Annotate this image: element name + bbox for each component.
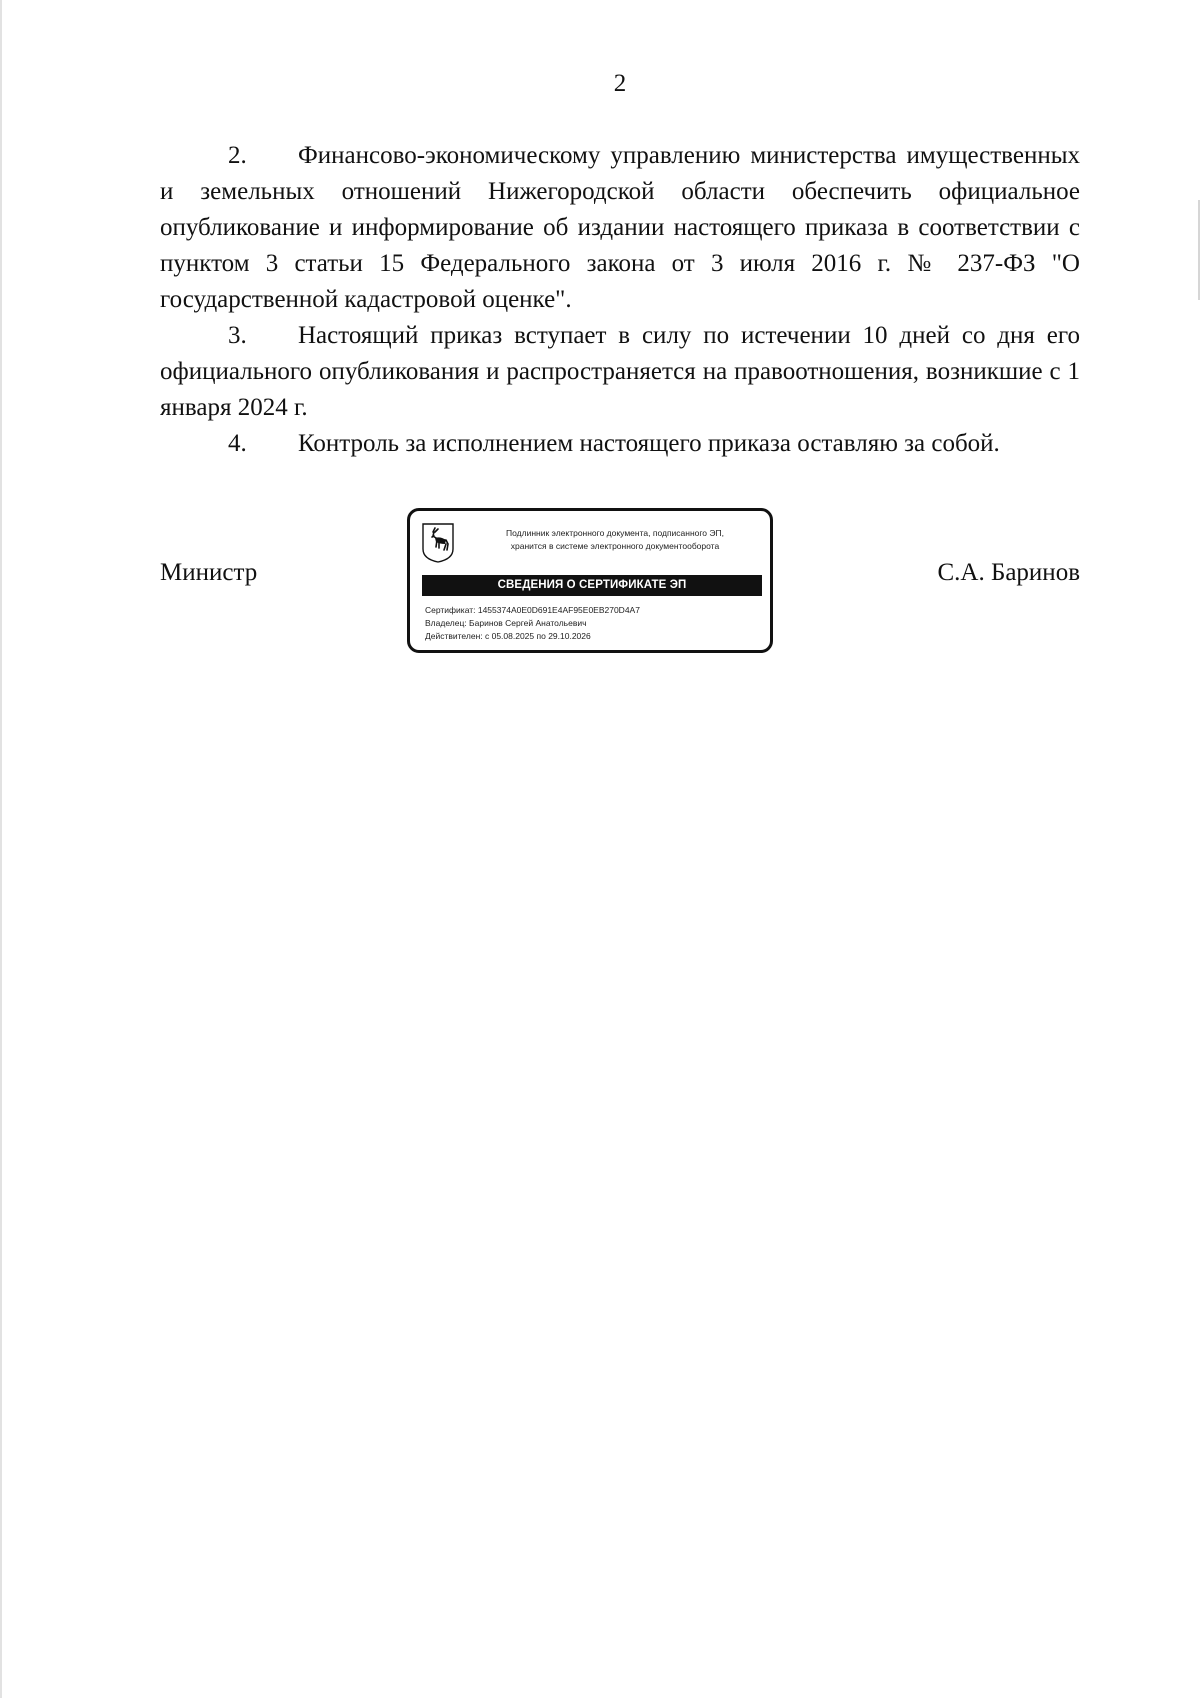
certificate-owner: Владелец: Баринов Сергей Анатольевич <box>425 618 587 628</box>
stamp-header: СВЕДЕНИЯ О СЕРТИФИКАТЕ ЭП <box>422 575 762 596</box>
stamp-notice-line: хранится в системе электронного документооборота <box>510 541 720 551</box>
certificate-details <box>425 604 765 643</box>
certificate-number: Сертификат: 1455374A0E0D691E4AF95E0EB270D4A7 <box>425 605 640 615</box>
page-number: 2 <box>613 70 627 97</box>
order-body <box>160 138 1080 462</box>
paragraph-3 <box>160 318 1080 426</box>
signer-name: С.А. Баринов <box>937 559 1080 586</box>
certificate-validity: Действителен: с 05.08.2025 по 29.10.2026 <box>425 631 591 641</box>
paragraph-4 <box>160 426 1080 462</box>
paragraph-text: Контроль за исполнением настоящего приказа оставляю за собой. <box>298 430 1000 457</box>
electronic-signature-stamp <box>407 508 773 653</box>
paragraph-number: 3. <box>228 322 247 349</box>
paragraph-number: 2. <box>228 142 247 169</box>
deer-coat-of-arms-icon <box>422 523 454 563</box>
stamp-notice <box>465 527 765 553</box>
signature-block <box>160 505 1080 655</box>
page-edge-left <box>0 0 2 1698</box>
signer-position: Министр <box>160 559 258 586</box>
paragraph-number: 4. <box>228 430 247 457</box>
stamp-notice-line: Подлинник электронного документа, подписанного ЭП, <box>506 528 724 538</box>
paragraph-text: Настоящий приказ вступает в силу по истечении 10 дней со дня его официального опубликования и распространяется на правоотношения, возникшие с 1 января 2024 г. <box>160 322 1080 421</box>
paragraph-text: Финансово-экономическому управлению министерства имущественных и земельных отношений Нижегородской области обеспечить официальное опубликование и информирование об издании настоящего приказа в соответствии с пунктом 3 статьи 15 Федерального закона от 3 июля 2016 г. № 237-ФЗ "О государственной кадастровой оценке". <box>160 142 1080 313</box>
paragraph-2 <box>160 138 1080 318</box>
